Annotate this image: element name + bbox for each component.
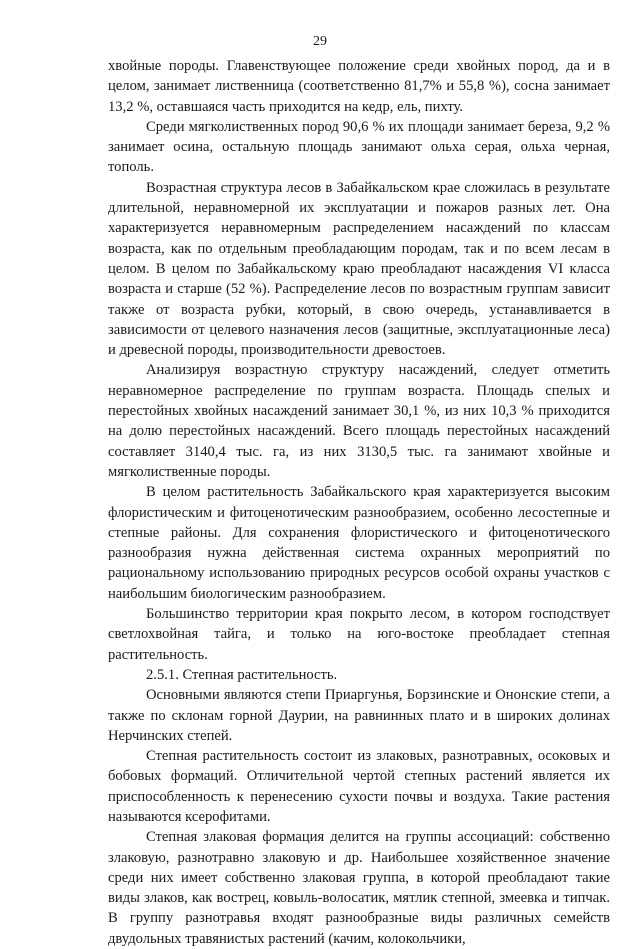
page-number: 29 xyxy=(313,34,327,49)
paragraph-grass-formation: Степная злаковая формация делится на группы ассоциаций: собственно злаковую, разнотравно злаковую и др. Наибольшее хозяйственное значение среди них имеет собственно злаковая группа, в которой преобладают такие виды злаков, как вострец, ковыль-волосатик, мятлик степной, змеевка и типчак. В группу разнотравья входят разнообразные виды различных семейств двудольных травянистых растений (качим, колокольчики, xyxy=(108,829,610,947)
paragraph-biodiversity: В целом растительность Забайкальского края характеризуется высоким флористическим и фитоценотическим разнообразием, особенно лесостепные и степные районы. Для сохранения флористического и фитоценотического разнообразия нужна действенная система охранных мероприятий по рациональному использованию природных ресурсов особой охраны участков с наибольшим биологическим разнообразием. xyxy=(108,484,610,602)
paragraph-softwood-species: Среди мягколиственных пород 90,6 % их площади занимает береза, 9,2 % занимает осина, остальную площадь занимают ольха серая, ольха черная, тополь. xyxy=(108,118,610,176)
paragraph-forest-cover: Большинство территории края покрыто лесом, в котором господствует светлохвойная тайга, и только на юго-востоке преобладает степная растительность. xyxy=(108,606,610,663)
paragraph-steppe-formations: Степная растительность состоит из злаковых, разнотравных, осоковых и бобовых формаций. Отличительной чертой степных растений является их приспособленность к перенесению сухости почвы и воздуха. Такие растения называются ксерофитами. xyxy=(108,748,610,825)
paragraph-coniferous-continued: хвойные породы. Главенствующее положение среди хвойных пород, да и в целом, занимает лиственница (соответственно 81,7% и 55,8 %), сосна занимает 13,2 %, оставшаяся часть приходится на кедр, ель, пихту. xyxy=(108,58,610,115)
paragraph-age-structure: Возрастная структура лесов в Забайкальском крае сложилась в результате длительной, неравномерной их эксплуатации и пожаров разных лет. Она характеризуется неравномерным распределением насаждений по классам возраста, как по отдельным преобладающим породам, так и по всем лесам в целом. В целом по Забайкальскому краю преобладают насаждения VI класса возраста и старше (52 %). Распределение лесов по возрастным группам зависит также от возраста рубки, который, в свою очередь, устанавливается в зависимости от целевого назначения лесов (защитные, эксплуатационные леса) и древесной породы, производительности древостоев. xyxy=(108,179,610,359)
body-text xyxy=(108,56,610,949)
paragraph-steppe-locations: Основными являются степи Приаргунья, Борзинские и Ононские степи, а также по склонам горной Даурии, на равнинных плато и в широких долинах Нерчинских степей. xyxy=(108,687,610,744)
paragraph-age-analysis: Анализируя возрастную структуру насаждений, следует отметить неравномерное распределение по группам возраста. Площадь спелых и перестойных хвойных насаждений занимает 30,1 %, из них 10,3 % приходится на долю перестойных насаждений. Всего площадь перестойных насаждений составляет 3140,4 тыс. га, из них 3130,5 тыс. га занимают хвойные и мягколиственные породы. xyxy=(108,362,610,480)
section-heading-steppe: 2.5.1. Степная растительность. xyxy=(146,666,338,683)
